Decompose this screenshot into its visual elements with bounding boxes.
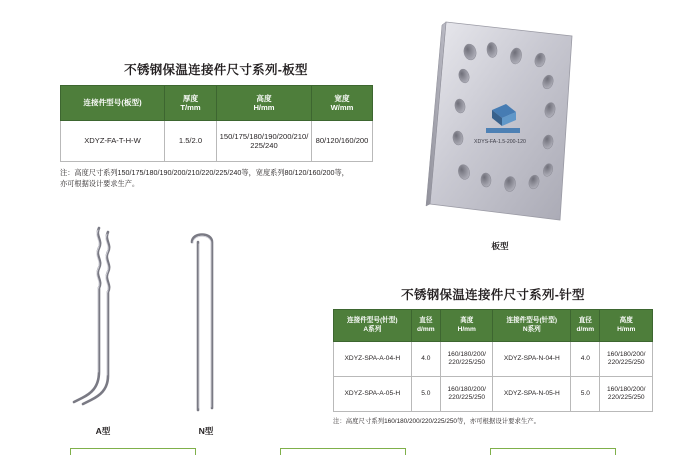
anchor-n-drawing [178,222,238,422]
column-header-a-height-line1: 高度 [460,317,474,325]
pin-spec-table [333,309,653,412]
column-header-thickness-line2: T/mm [180,103,201,112]
plate-photo-label: XDYS-FA-1.5-200-120 [474,139,526,145]
table-row [61,121,373,162]
anchor-a-drawing [68,222,140,422]
plate-product-photo [424,14,576,232]
plate-spec-note-line2: 亦可根据设计要求生产。 [60,178,140,188]
anchor-a-svg [68,222,140,422]
pin-spec-block [333,285,653,427]
anchor-a-caption: A型 [95,426,111,436]
column-header-n-model-line1: 连接件型号(针型) [506,317,558,325]
column-header-thickness-line1: 厚度 [182,93,199,103]
cell-n-height-line2: 220/225/250 [607,394,645,401]
plate-spec-note-line1: 注：高度尺寸系列150/175/180/190/200/210/220/225/240等，宽度系列80/120/160/200等， [60,168,349,177]
column-header-height-line1: 高度 [256,93,272,103]
cell-n-height-line1: 160/180/200/ [606,385,646,393]
cell-a-diameter: 5.0 [411,377,440,412]
cell-n-height-line1: 160/180/200/ [606,350,646,358]
column-header-a-height [441,310,493,342]
cell-a-height-line1: 160/180/200/ [447,385,486,393]
anchor-n-caption: N型 [198,426,214,436]
cell-a-height-line1: 160/180/200/ [447,350,486,358]
cell-height [217,121,312,162]
cell-n-diameter: 4.0 [571,342,600,377]
cell-height-line1: 150/175/180/190/200/210/ [219,131,309,141]
bottom-strip-box-1 [70,448,196,455]
cell-a-height [441,377,493,412]
column-header-thickness [165,86,217,121]
column-header-model-line1: 连接件型号(板型) [83,98,142,108]
cell-a-model: XDYZ-SPA-A-05-H [334,377,412,412]
column-header-height-line2: H/mm [253,103,275,112]
cell-n-model: XDYZ-SPA-N-04-H [493,342,571,377]
column-header-a-diameter-line1: 直径 [419,317,433,325]
cell-n-diameter: 5.0 [571,377,600,412]
table-header-row [334,310,653,342]
cell-n-height-line2: 220/225/250 [607,359,645,366]
cell-a-diameter: 4.0 [411,342,440,377]
cell-height-line2: 225/240 [250,141,278,150]
table-row [334,342,653,377]
column-header-width-line1: 宽度 [334,93,350,103]
bottom-strip [0,448,688,455]
pin-spec-title: 不锈钢保温连接件尺寸系列-针型 [401,288,585,302]
cell-a-model: XDYZ-SPA-A-04-H [334,342,412,377]
column-header-n-height [600,310,653,342]
table-row [334,377,653,412]
plate-spec-title: 不锈钢保温连接件尺寸系列-板型 [124,63,308,77]
bottom-strip-box-3 [490,448,616,455]
cell-a-height-line2: 220/225/250 [448,359,486,366]
column-header-n-diameter-line1: 直径 [578,317,592,325]
cell-width: 80/120/160/200 [312,121,373,162]
column-header-width [312,86,373,121]
cell-thickness: 1.5/2.0 [165,121,217,162]
cell-n-height [600,377,653,412]
column-header-width-line2: W/mm [330,103,354,112]
bottom-strip-box-2 [280,448,406,455]
column-header-a-model-line1: 连接件型号(针型) [347,317,398,325]
plate-spec-block [60,60,372,190]
column-header-n-diameter [571,310,600,342]
pin-spec-note: 注：高度尺寸系列160/180/200/220/225/250等，亦可根据设计要求生产。 [333,418,541,425]
column-header-n-height-line1: 高度 [619,317,633,325]
plate-spec-note [60,168,372,190]
cell-model: XDYZ-FA-T-H-W [61,121,165,162]
column-header-a-model-line2: A系列 [363,325,382,333]
cell-a-height [441,342,493,377]
cell-a-height-line2: 220/225/250 [448,394,486,401]
column-header-a-diameter-line2: d/mm [417,325,435,333]
column-header-n-height-line2: H/mm [617,325,636,333]
column-header-n-model [493,310,571,342]
column-header-a-diameter [411,310,440,342]
table-header-row [61,86,373,121]
cell-n-height [600,342,653,377]
column-header-a-height-line2: H/mm [457,325,476,333]
plate-photo-svg [424,14,576,232]
plate-spec-table [60,85,373,162]
column-header-height [217,86,312,121]
column-header-a-model [334,310,412,342]
anchor-n-svg [178,222,238,422]
column-header-n-model-line2: N系列 [522,325,541,333]
column-header-model [61,86,165,121]
cell-n-model: XDYZ-SPA-N-05-H [493,377,571,412]
plate-figure-caption: 板型 [491,241,509,251]
column-header-n-diameter-line2: d/mm [576,325,595,333]
